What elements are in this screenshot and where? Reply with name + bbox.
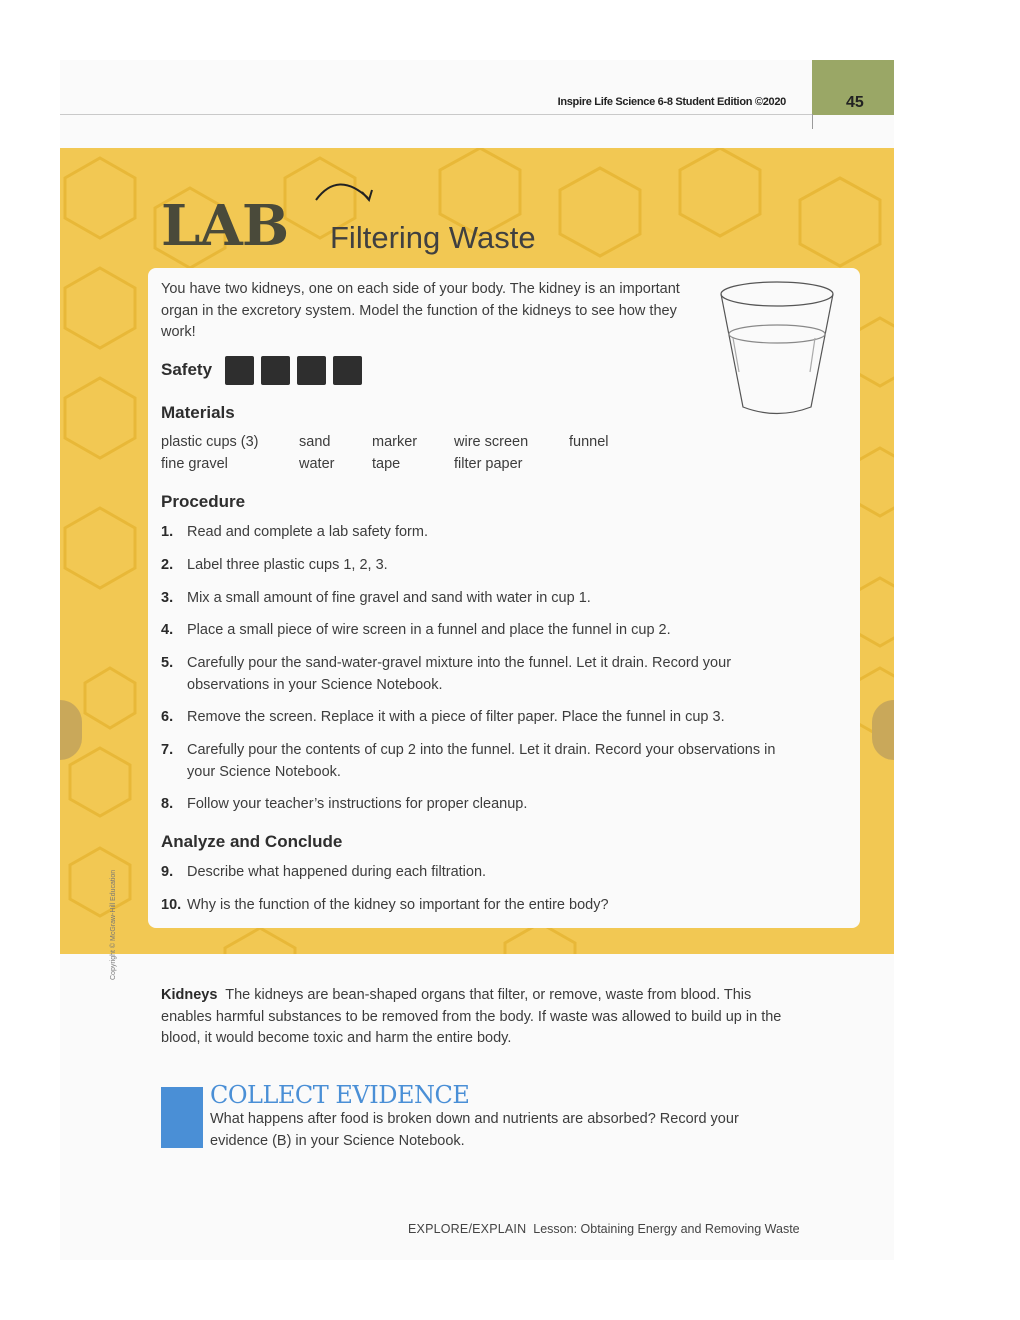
step-text: Carefully pour the contents of cup 2 into the funnel. Let it drain. Record your observations in your Science Notebook. (187, 742, 776, 780)
materials-heading: Materials (161, 403, 235, 422)
step-text: Mix a small amount of fine gravel and sand with water in cup 1. (187, 590, 591, 606)
step-text: Read and complete a lab safety form. (187, 524, 428, 540)
step-text: Carefully pour the sand-water-gravel mixture into the funnel. Let it drain. Record your observations in your Science Notebook. (187, 655, 732, 693)
apron-icon (261, 356, 290, 385)
lab-intro: You have two kidneys, one on each side of your body. The kidney is an important organ in the excretory system. Model the function of the kidneys to see how they work! (161, 281, 680, 340)
material-item: wire screen (454, 434, 529, 450)
page-number-box (812, 60, 894, 115)
material-item: tape (372, 456, 401, 472)
page-number: 45 (846, 94, 864, 111)
kidneys-definition (161, 985, 791, 1050)
right-edge-tab (872, 700, 894, 760)
footer-section: EXPLORE/EXPLAIN (408, 1222, 527, 1236)
step-text: Follow your teacher’s instructions for proper cleanup. (187, 796, 528, 812)
safety-icons (225, 356, 362, 385)
lab-label: LAB (161, 193, 289, 259)
step-number: 3. (161, 590, 174, 606)
material-item: fine gravel (161, 456, 228, 472)
step-number: 4. (161, 622, 174, 638)
question-text: Why is the function of the kidney so important for the entire body? (187, 897, 609, 913)
analyze-heading: Analyze and Conclude (161, 832, 343, 851)
page-footer (408, 1222, 800, 1236)
kidneys-term: Kidneys (161, 987, 218, 1003)
page-number-tick (812, 114, 813, 129)
step-number: 8. (161, 796, 174, 812)
hand-wash-icon (333, 356, 362, 385)
step-text: Label three plastic cups 1, 2, 3. (187, 557, 388, 573)
curved-arrow-icon (308, 170, 378, 210)
footer-lesson: Lesson: Obtaining Energy and Removing Waste (533, 1222, 800, 1236)
plastic-cup-icon (715, 272, 840, 422)
collect-evidence-bar (161, 1087, 203, 1148)
collect-evidence-title: COLLECT EVIDENCE (210, 1081, 470, 1109)
question-text: Describe what happened during each filtration. (187, 864, 487, 880)
step-text: Remove the screen. Replace it with a piece of filter paper. Place the funnel in cup 3. (187, 709, 725, 725)
material-item: funnel (569, 434, 609, 450)
material-item: filter paper (454, 456, 523, 472)
material-item: marker (372, 434, 418, 450)
safety-heading: Safety (161, 360, 213, 379)
step-number: 2. (161, 557, 174, 573)
material-item: sand (299, 434, 331, 450)
question-number: 10. (161, 897, 182, 913)
step-number: 6. (161, 709, 174, 725)
material-item: plastic cups (3) (161, 434, 259, 450)
procedure-heading: Procedure (161, 492, 246, 511)
step-text: Place a small piece of wire screen in a funnel and place the funnel in cup 2. (187, 622, 671, 638)
step-number: 5. (161, 655, 174, 671)
collect-evidence-text: What happens after food is broken down and nutrients are absorbed? Record your evidence (B) in your Science Notebook. (210, 1111, 739, 1149)
header-rule (60, 114, 812, 115)
kidneys-text: The kidneys are bean-shaped organs that filter, or remove, waste from blood. This enables harmful substances to be removed from the body. If waste was allowed to build up in the blood, it would become toxic and harm the entire body. (161, 987, 782, 1046)
question-number: 9. (161, 864, 174, 880)
book-title: Inspire Life Science 6-8 Student Edition ©2020 (557, 96, 786, 108)
step-number: 1. (161, 524, 174, 540)
material-item: water (299, 456, 335, 472)
copyright-notice: Copyright © McGraw-Hill Education (110, 869, 117, 980)
goggles-icon (225, 356, 254, 385)
gloves-icon (297, 356, 326, 385)
lab-title: Filtering Waste (330, 220, 536, 255)
step-number: 7. (161, 742, 174, 758)
